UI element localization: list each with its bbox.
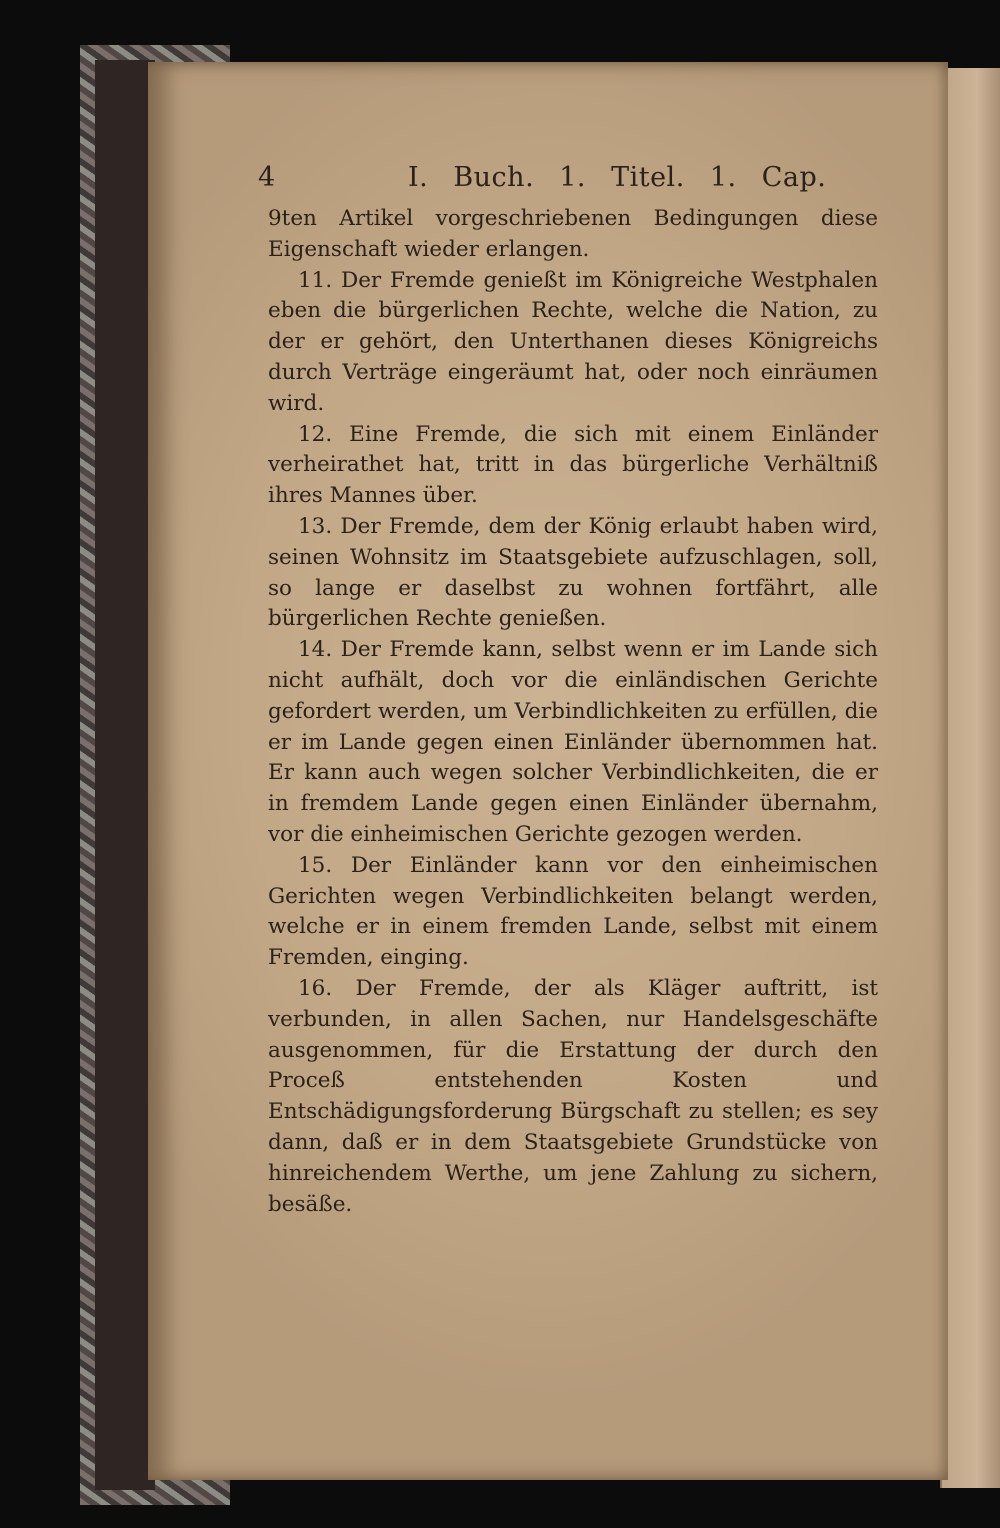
paragraph-continuation: 9ten Artikel vorgeschriebenen Bedingungen diese Eigenschaft wieder erlangen. — [268, 206, 878, 262]
running-head: I. Buch. 1. Titel. 1. Cap. — [408, 162, 827, 193]
book-cover-edge — [95, 60, 155, 1490]
paragraph-article-13: 13. Der Fremde, dem der König erlaubt haben wird, seinen Wohnsitz im Staatsgebiete aufzuschlagen, soll, so lange er daselbst zu wohnen fortfährt, alle bürgerlichen Rechte genießen. — [268, 513, 878, 632]
paragraph-article-12: 12. Eine Fremde, die sich mit einem Einländer verheirathet hat, tritt in das bürgerliche Verhältniß ihres Mannes über. — [268, 421, 878, 509]
page-number: 4 — [258, 162, 276, 193]
page-header — [258, 162, 878, 202]
paragraph-article-14: 14. Der Fremde kann, selbst wenn er im Lande sich nicht aufhält, doch vor die einländischen Gerichte gefordert werden, um Verbindlichkeiten zu erfüllen, die er im Lande gegen einen Einländer übernommen hat. Er kann auch wegen solcher Verbindlichkeiten, die er in fremdem Lande gegen einen Einländer übernahm, vor die einheimischen Gerichte gezogen werden. — [268, 637, 878, 847]
paragraph-article-16: 16. Der Fremde, der als Kläger auftritt, ist verbunden, in allen Sachen, nur Handelsgeschäfte ausgenommen, für die Erstattung der durch den Proceß entstehenden Kosten und Entschädigungsforderung Bürgschaft zu stellen; es sey dann, daß er in dem Staatsgebiete Grundstücke von hinreichendem Werthe, um jene Zahlung zu sichern, besäße. — [268, 975, 878, 1217]
page-body — [268, 204, 878, 1220]
book-page — [148, 62, 948, 1480]
paragraph-article-11: 11. Der Fremde genießt im Königreiche Westphalen eben die bürgerlichen Rechte, welche die Nation, zu der er gehört, den Unterthanen dieses Königreichs durch Verträge eingeräumt hat, oder noch einräumen wird. — [268, 267, 878, 416]
next-page-edge — [940, 68, 1000, 1488]
paragraph-article-15: 15. Der Einländer kann vor den einheimischen Gerichten wegen Verbindlichkeiten belangt werden, welche er in einem fremden Lande, selbst mit einem Fremden, einging. — [268, 852, 878, 971]
